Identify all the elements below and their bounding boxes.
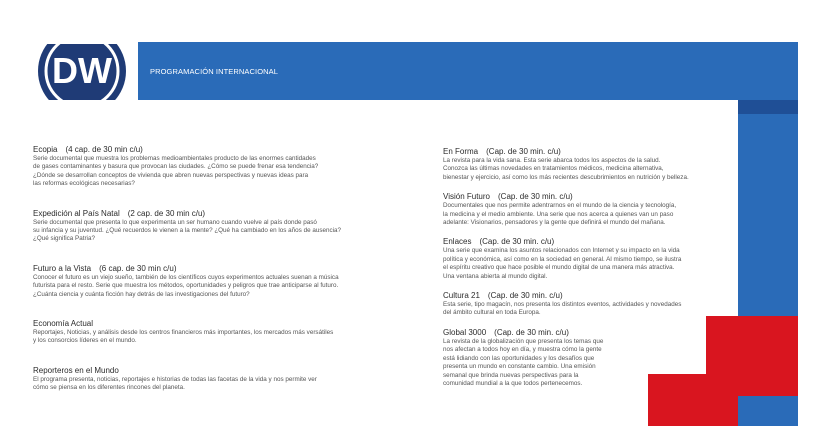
description-line: comunidad mundial a la que todos pertenecemos. xyxy=(443,379,583,387)
program-title xyxy=(33,264,373,273)
program-description xyxy=(443,338,718,388)
description-line: El programa presenta, noticias, reportajes e historias de todas las facetas de la vida y nos permite ver xyxy=(33,375,317,383)
program-episodes: (6 cap. de 30 min c/u) xyxy=(99,263,177,273)
program-name: Expedición al País Natal xyxy=(33,208,120,218)
description-line: bienestar y ejercicio, así como los más recientes descubrimientos en nutrición y belleza. xyxy=(443,173,689,181)
program-entry xyxy=(33,145,373,189)
description-line: política y económica, así como en la sociedad en general. Al mismo tiempo, se ilustra xyxy=(443,255,682,263)
program-entry xyxy=(443,328,718,388)
description-line: está lidiando con las oportunidades y los desafíos que xyxy=(443,354,595,362)
description-line: ¿Cuánta ciencia y cuánta ficción hay detrás de las investigaciones del futuro? xyxy=(33,290,250,298)
program-description xyxy=(33,329,373,346)
program-name: Cultura 21 xyxy=(443,291,480,301)
program-episodes: (Cap. de 30 min. c/u) xyxy=(486,147,561,156)
dw-logo xyxy=(36,42,128,100)
program-name: Visión Futuro xyxy=(443,192,490,202)
description-line: nos afectan a todos hoy en día, y muestra cómo la gente xyxy=(443,346,602,354)
program-name: Reporteros en el Mundo xyxy=(33,365,119,375)
program-name: Economía Actual xyxy=(33,319,94,329)
description-line: presenta un mundo en constante cambio. Una emisión xyxy=(443,363,596,371)
program-title xyxy=(443,147,718,156)
description-line: de gases contaminantes y basura que provocan las ciudades. ¿Cómo se puede frenar esa tendencia? xyxy=(33,163,319,171)
program-description xyxy=(33,274,373,299)
program-title xyxy=(443,328,718,337)
description-line: el espíritu creativo que hace posible el mundo digital de una manera más atractiva. xyxy=(443,264,675,272)
program-description xyxy=(33,376,373,393)
program-title xyxy=(443,192,718,201)
program-name: En Forma xyxy=(443,147,479,156)
program-entry xyxy=(443,237,718,281)
description-line: semanal que brinda nuevas perspectivas para la xyxy=(443,371,579,379)
program-name: Ecopia xyxy=(33,145,58,154)
description-line: adelante: Visionarios, pensadores y la gente que definirá el mundo del mañana. xyxy=(443,219,666,227)
program-episodes: (2 cap. de 30 min c/u) xyxy=(127,208,206,218)
description-line: Una ventana abierta al mundo digital. xyxy=(443,272,548,280)
svg-text:DW: DW xyxy=(52,50,112,91)
program-entry xyxy=(33,264,373,299)
description-line: Documentales que nos permite adentrarnos en el mundo de la ciencia y tecnología, xyxy=(443,202,677,210)
description-line: Conocer el futuro es un viejo sueño, también de los científicos cuyos experimentos actuales suenan a música xyxy=(33,273,339,281)
program-description xyxy=(33,155,373,189)
left-program-list xyxy=(33,145,373,413)
description-line: las reformas ecológicas necesarias? xyxy=(33,180,135,188)
description-line: Conozca las últimas novedades en tratamientos médicos, medicina alternativa, xyxy=(443,165,664,173)
description-line: ¿Dónde se desarrollan conceptos de vivienda que abren nuevas perspectivas y nuevas ideas para xyxy=(33,171,309,179)
description-line: cómo se piensa en los diferentes rincones del planeta. xyxy=(33,384,185,392)
program-episodes: (Cap. de 30 min. c/u) xyxy=(479,237,555,247)
description-line: La revista de la globalización que presenta los temas que xyxy=(443,337,604,345)
program-description xyxy=(443,301,718,318)
description-line: Esta serie, tipo magacín, nos presenta los distintos eventos, actividades y novedades xyxy=(443,301,682,309)
program-name: Enlaces xyxy=(443,237,472,247)
description-line: del ámbito cultural en toda Europa. xyxy=(443,309,541,317)
program-entry xyxy=(33,319,373,346)
right-program-list xyxy=(443,147,718,398)
description-line: Serie documental que presenta lo que experimenta un ser humano cuando vuelve al país donde pasó xyxy=(33,218,317,226)
description-line: futurista para el resto. Serie que muestra los métodos, oportunidades y peligros que trae anticiparse al futuro. xyxy=(33,282,339,290)
program-episodes: (Cap. de 30 min. c/u) xyxy=(487,291,563,301)
program-entry xyxy=(33,366,373,393)
header-title: PROGRAMACIÓN INTERNACIONAL xyxy=(150,67,279,76)
program-episodes: (Cap. de 30 min. c/u) xyxy=(498,192,573,202)
program-description xyxy=(443,247,718,281)
program-entry xyxy=(33,209,373,244)
program-description xyxy=(33,219,373,244)
program-title xyxy=(443,237,718,246)
description-line: Serie documental que muestra los problemas medioambientales producto de las enormes cantidades xyxy=(33,155,316,162)
band-fold-shading xyxy=(738,42,798,114)
program-episodes: (4 cap. de 30 min c/u) xyxy=(65,145,143,154)
program-description xyxy=(443,202,718,227)
program-entry xyxy=(443,147,718,182)
description-line: y los consorcios líderes en el mundo. xyxy=(33,337,137,345)
program-name: Futuro a la Vista xyxy=(33,263,92,273)
program-title xyxy=(33,366,373,375)
program-description xyxy=(443,157,718,182)
program-title xyxy=(33,209,373,218)
program-title xyxy=(443,291,718,300)
program-episodes: (Cap. de 30 min. c/u) xyxy=(494,327,569,337)
description-line: su infancia y su juventud. ¿Qué recuerdos le vienen a la mente? ¿Qué ha cambiado en los años de ausencia? xyxy=(33,227,342,235)
program-name: Global 3000 xyxy=(443,327,487,337)
description-line: Reportajes, Noticias, y análisis desde los centros financieros más importantes, los mercados más versátiles xyxy=(33,329,334,337)
description-line: Una serie que examina los asuntos relacionados con Internet y su impacto en la vida xyxy=(443,247,680,255)
program-entry xyxy=(443,291,718,318)
description-line: La revista para la vida sana. Esta serie abarca todos los aspectos de la salud. xyxy=(443,157,661,164)
program-title xyxy=(33,145,373,154)
description-line: la medicina y el medio ambiente. Una serie que nos acerca a quienes van un paso xyxy=(443,210,674,218)
program-title xyxy=(33,319,373,328)
description-line: ¿Qué significa Patria? xyxy=(33,235,95,243)
program-entry xyxy=(443,192,718,227)
